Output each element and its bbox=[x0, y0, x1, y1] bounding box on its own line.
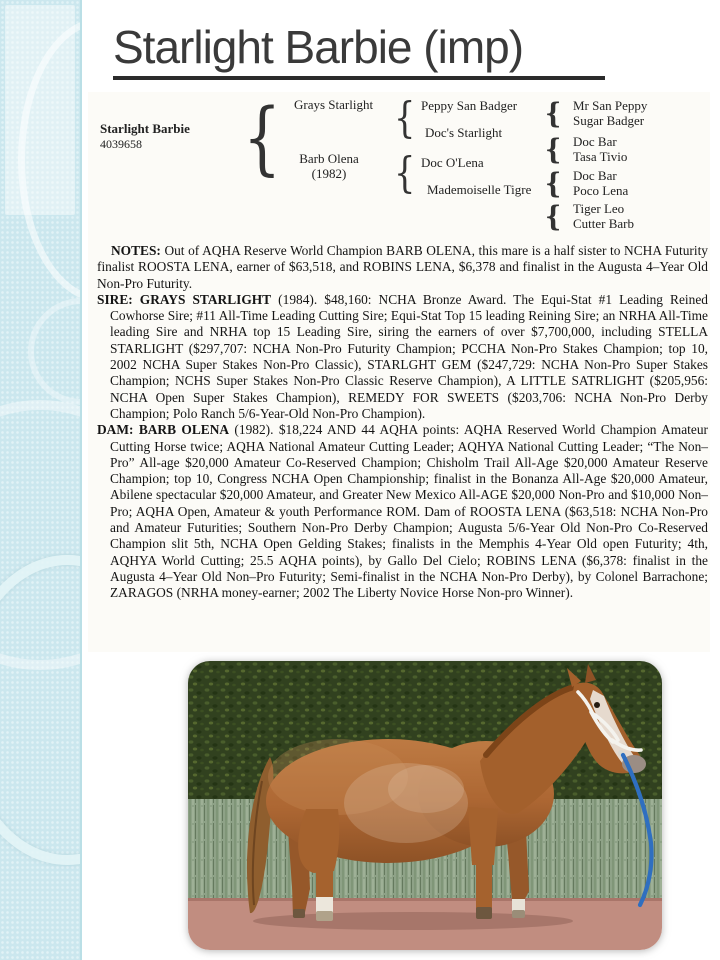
pedigree-granddam: Mademoiselle Tigre bbox=[427, 182, 532, 197]
pedigree-grandsire: Peppy San Badger bbox=[421, 98, 518, 113]
brace-icon: { bbox=[545, 200, 562, 233]
notes-label: NOTES: bbox=[111, 243, 161, 258]
pedigree-chart bbox=[0, 0, 720, 240]
dam-label: DAM: BARB OLENA bbox=[97, 422, 230, 438]
circle-ornament-icon bbox=[0, 555, 82, 865]
brace-icon: { bbox=[545, 167, 562, 200]
brace-icon: { bbox=[394, 93, 416, 142]
page-title: Starlight Barbie (imp) bbox=[113, 22, 605, 80]
brace-icon: { bbox=[545, 97, 562, 130]
dam-body: (1982). $18,224 AND 44 AQHA points: AQHA Reserved World Champion Amateur Cutting Horse twice; AQHA National Amateur Cutting Leader; AQHYA National Cutting Leader; “The Non–Pro” All-age $20,000 Amateur Co-Reserved Champion; Chisholm Trail All-Age $20,000 Amateur Reserve Champion; top 10, Congress NCHA Open Championship; finalist in the Bonanza All-Age $20,000 Amateur, Abilene spectacular $20,000 Amateur, and Greater New Mexico All-AGE $20,000 Non-Pro and $10,000 Non–Pro; AQHA Open, Amateur & youth Performance ROM. Dam of ROOSTA LENA ($63,518: NCHA Non-Pro and Amateur Futurities; Southern Non-Pro Derby Champion; Augusta 5/6-Year Old Non-Pro Co-Reserved Champion slit 5th, NCHA Open Gelding Stakes; finalists in the Memphis 4-Year Old open Futurity; 4th, AQHYA World Cutting; 25.5 AQHA points), by Gallo Del Cielo; ROBINS LENA ($6,378: finalist in the Augusta 4–Year Old Non–Pro Futurity; Semi-finalist in the NCHA Non-Pro Derby), by Colonel Barrachone; ZARAGOS (NRHA money-earner; 2002 The Liberty Novice Horse Non-pro Winner). bbox=[110, 422, 708, 601]
ancestor-name: Tiger Leo bbox=[573, 201, 625, 216]
pedigree-great-grandparents bbox=[573, 202, 634, 231]
sire-paragraph bbox=[97, 292, 708, 422]
pedigree-notes-text bbox=[97, 243, 708, 602]
pedigree-dam-name: Barb Olena bbox=[299, 151, 359, 166]
circle-ornament-icon bbox=[28, 298, 82, 405]
ancestor-name: Doc Bar bbox=[573, 134, 617, 149]
horse-photo-graphic bbox=[188, 661, 662, 950]
ancestor-name: Cutter Barb bbox=[573, 215, 635, 231]
pedigree-great-grandparents bbox=[573, 99, 647, 128]
ancestor-name: Mr San Peppy bbox=[573, 98, 648, 113]
ancestor-name: Sugar Badger bbox=[573, 112, 645, 128]
pedigree-dam bbox=[290, 151, 368, 181]
brace-icon: { bbox=[545, 133, 562, 166]
notes-paragraph bbox=[97, 243, 708, 292]
ancestor-name: Tasa Tivio bbox=[573, 148, 628, 164]
pedigree-granddam: Doc's Starlight bbox=[425, 125, 503, 140]
sire-body: (1984). $48,160: NCHA Bronze Award. The Equi-Stat #1 Leading Reined Cowhorse Sire; #11 All-Time Leading Cutting Sire; Equi-Stat Top 15 leading Reining Sire; an NRHA All-Time leading Sire and NRHA top 15 Leading Sire, siring the earners of over $7,700,000, including STELLA STARLIGHT ($297,707: NCHA Non-Pro Futurity Champion; PCCHA Non-Pro Stakes Champion; top 10, 2002 NCHA Super Stakes Non-Pro Classic), STARLGHT GEM ($247,729: NCHA Non-Pro Super Stakes Champion; NCHS Super Stakes Non-Pro Classic Reserve Champion), A LITTLE SATRLIGHT ($205,956: NCHA Open Super Stakes Champion), REMEDY FOR SWEETS ($203,706: NCHA Non-Pro Derby Champion; Polo Ranch 5/6-Year-Old Non-Pro Champion). bbox=[110, 291, 708, 421]
sire-label: SIRE: GRAYS STARLIGHT bbox=[97, 291, 272, 307]
pedigree-grandsire: Doc O'Lena bbox=[421, 155, 484, 170]
pedigree-dam-year: (1982) bbox=[311, 166, 347, 181]
ancestor-name: Doc Bar bbox=[573, 168, 617, 183]
brace-icon: { bbox=[394, 148, 416, 197]
pedigree-great-grandparents bbox=[573, 135, 627, 164]
subject-name: Starlight Barbie bbox=[100, 121, 190, 136]
brace-icon: { bbox=[243, 91, 282, 184]
subject-registration-number: 4039658 bbox=[100, 137, 142, 151]
horse-photo bbox=[188, 661, 662, 950]
pedigree-sire: Grays Starlight bbox=[294, 97, 374, 112]
ancestor-name: Poco Lena bbox=[573, 182, 629, 198]
notes-body: Out of AQHA Reserve World Champion BARB OLENA, this mare is a half sister to NCHA Futurity finalist ROOSTA LENA, earner of $63,518, and ROBINS LENA, $6,378 and finalist in the Augusta 4–Year Old Non-Pro Futurity. bbox=[97, 243, 708, 291]
pedigree-great-grandparents bbox=[573, 169, 628, 198]
dam-paragraph bbox=[97, 422, 708, 601]
